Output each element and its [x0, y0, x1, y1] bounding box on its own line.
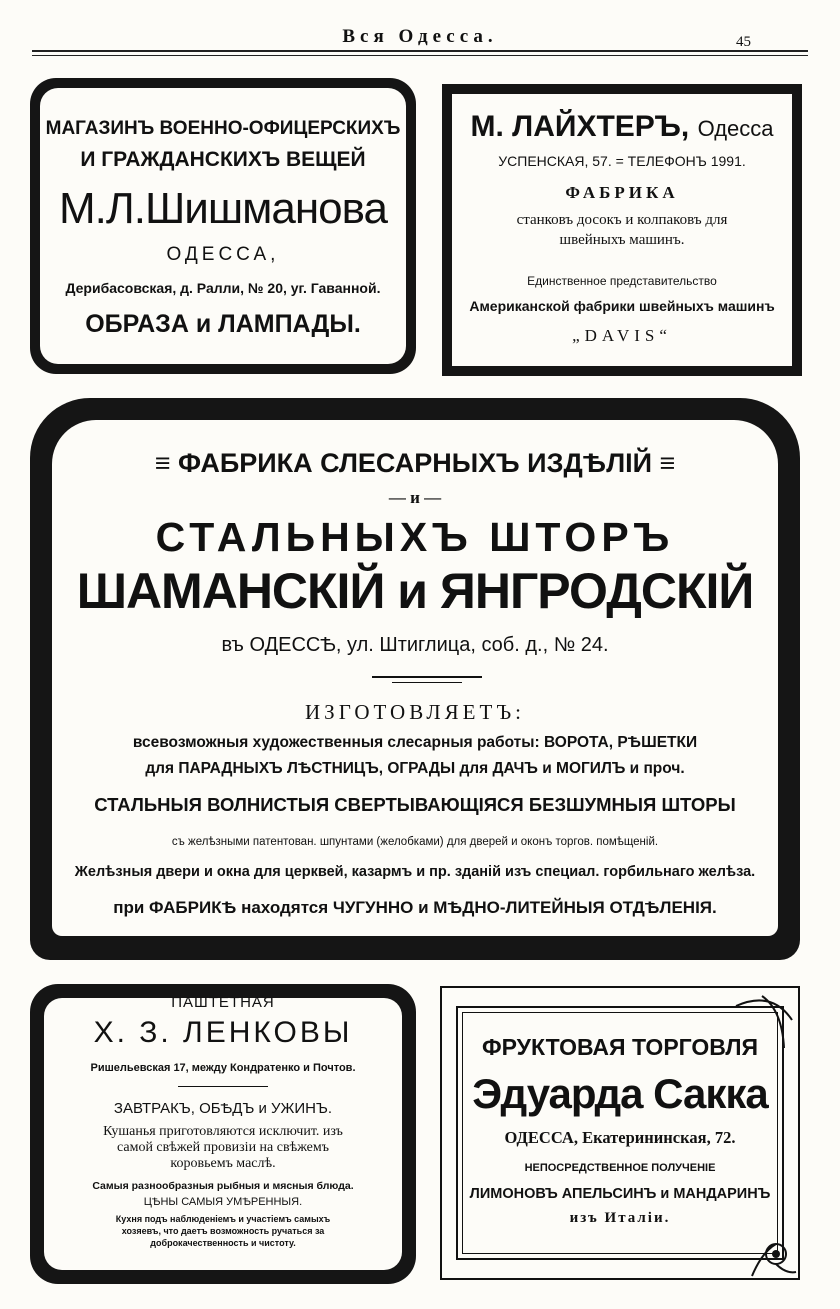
- ad-shishmanova-line2: И ГРАЖДАНСКИХЪ ВЕЩЕЙ: [80, 148, 366, 171]
- ad-sakka-text3: изъ Италіи.: [569, 1210, 671, 1226]
- ad-factory-text4: съ желѣзными патентован. шпунтами (желобками) для дверей и оконъ торгов. помѣщеній.: [171, 836, 659, 848]
- ad-laikhter-desc2: швейныхъ машинъ.: [559, 232, 685, 248]
- ad-laikhter-heading: ФАБРИКА: [565, 183, 679, 202]
- ad-laikhter-brand: „DAVIS“: [572, 326, 672, 345]
- header-rule: [32, 50, 808, 52]
- ad-laikhter-rep2: Американской фабрики швейныхъ машинъ: [469, 298, 775, 314]
- ad-lenkova-text4: Самыя разнообразныя рыбныя и мясныя блюда.: [92, 1180, 354, 1192]
- ad-laikhter-desc1: станковъ досокъ и колпаковъ для: [516, 212, 728, 228]
- ad-sakka-kind: ФРУКТОВАЯ ТОРГОВЛЯ: [482, 1034, 758, 1060]
- ad-factory-text3: СТАЛЬНЫЯ ВОЛНИСТЫЯ СВЕРТЫВАЮЩІЯСЯ БЕЗШУМНЫЯ ШТОРЫ: [94, 794, 736, 815]
- ornament-divider-thin: [392, 682, 462, 683]
- ad-laikhter-city: Одесса: [697, 116, 774, 141]
- ad-shishmanova-city: ОДЕССА,: [166, 244, 280, 265]
- ad-lenkova-text7: хозяевъ, что даетъ возможность ручаться за: [121, 1226, 325, 1236]
- ad-factory-text2: для ПАРАДНЫХЪ ЛѢСТНИЦЪ, ОГРАДЫ для ДАЧЪ и МОГИЛЪ и проч.: [145, 760, 685, 777]
- ad-lenkova-address: Ришельевская 17, между Кондратенко и Почтов.: [90, 1062, 356, 1074]
- flower-ornament: [742, 1222, 798, 1278]
- ornament-divider: [178, 1086, 268, 1087]
- ad-sakka-text1: НЕПОСРЕДСТВЕННОЕ ПОЛУЧЕНІЕ: [524, 1162, 716, 1174]
- ad-factory-text6: при ФАБРИКѢ находятся ЧУГУННО и МѢДНО-ЛИТЕЙНЫЯ ОТДѢЛЕНІЯ.: [113, 898, 717, 917]
- ad-factory-line2: СТАЛЬНЫХЪ ШТОРЪ: [155, 514, 675, 560]
- ad-factory-text5: Желѣзныя двери и окна для церквей, казармъ и пр. зданій изъ специал. горбильнаго желѣза.: [74, 864, 756, 880]
- ad-lenkova-text1: Кушанья приготовляются исключит. изъ: [103, 1124, 343, 1139]
- header-rule-thin: [32, 55, 808, 56]
- ad-lenkova-text5: ЦѢНЫ САМЫЯ УМѢРЕННЫЯ.: [143, 1196, 303, 1208]
- page-header-title: Вся Одесса.: [342, 26, 498, 47]
- ad-factory-makes: ИЗГОТОВЛЯЕТЪ:: [305, 700, 525, 724]
- ad-lenkova-text2: самой свѣжей провизіи на свѣжемъ: [116, 1140, 329, 1155]
- ad-shishmanova-goods: ОБРАЗА и ЛАМПАДЫ.: [85, 310, 361, 338]
- ad-sakka-address: ОДЕССА, Екатерининская, 72.: [504, 1128, 736, 1147]
- ad-lenkova-kind: ПАШТЕТНАЯ: [171, 994, 275, 1011]
- ad-laikhter-rep1: Единственное представительство: [527, 274, 717, 288]
- ad-laikhter-address: УСПЕНСКАЯ, 57. = ТЕЛЕФОНЪ 1991.: [498, 153, 746, 169]
- ad-shishmanova-line1: МАГАЗИНЪ ВОЕННО-ОФИЦЕРСКИХЪ: [45, 118, 401, 139]
- ad-shishmanova-name: М.Л.Шишманова: [58, 184, 388, 233]
- ornament-divider: [372, 676, 482, 678]
- ad-lenkova-name: Х. З. ЛЕНКОВЫ: [93, 1016, 353, 1049]
- ad-lenkova-text6: Кухня подъ наблюденіемъ и участіемъ самыхъ: [115, 1214, 331, 1224]
- ad-laikhter-title: [442, 110, 802, 144]
- ad-lenkova-text8: доброкачественность и чистоту.: [150, 1238, 296, 1248]
- ad-sakka-name: Эдуарда Сакка: [472, 1070, 768, 1117]
- ad-factory-line1: ≡ ФАБРИКА СЛЕСАРНЫХЪ ИЗДѢЛІЙ ≡: [154, 448, 676, 478]
- ad-lenkova-meals: ЗАВТРАКЪ, ОБѢДЪ и УЖИНЪ.: [113, 1100, 333, 1117]
- page-number: 45: [736, 34, 751, 50]
- ad-factory-names: ШАМАНСКІЙ и ЯНГРОДСКІЙ: [76, 563, 754, 619]
- ad-shishmanova-address: Дерибасовская, д. Ралли, № 20, уг. Гаванной.: [65, 280, 381, 296]
- ad-factory-address: въ ОДЕССѢ, ул. Штиглица, соб. д., № 24.: [221, 634, 609, 656]
- ad-laikhter-name: М. ЛАЙХТЕРЪ,: [470, 110, 690, 143]
- ad-lenkova-text3: коровьемъ маслѣ.: [170, 1156, 276, 1171]
- ad-sakka-text2: ЛИМОНОВЪ АПЕЛЬСИНЪ и МАНДАРИНЪ: [469, 1186, 771, 1202]
- ad-factory-and: — и —: [388, 488, 442, 507]
- ad-factory-text1: всевозможныя художественныя слесарныя работы: ВОРОТА, РѢШЕТКИ: [132, 734, 698, 751]
